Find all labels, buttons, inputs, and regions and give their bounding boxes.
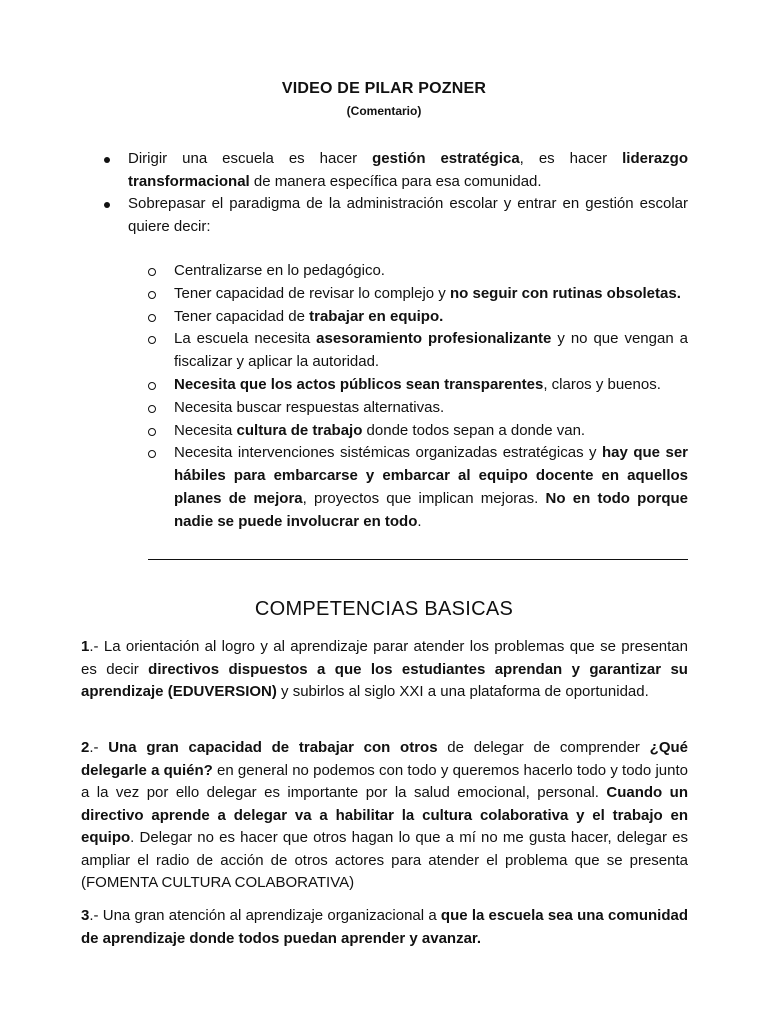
bold-text-run: trabajar en equipo. xyxy=(309,307,444,325)
sub-list-item xyxy=(148,420,688,443)
bold-text-run: No en todo porque nadie se puede involucrar en todo xyxy=(174,489,688,530)
bold-text-run: 2 xyxy=(81,739,90,756)
bullet-text xyxy=(128,195,688,235)
document-subtitle xyxy=(0,104,768,118)
sub-list-item xyxy=(148,442,688,533)
bullet-text xyxy=(128,150,688,190)
bullet-item xyxy=(100,148,688,193)
bullet-dot-icon xyxy=(104,157,110,163)
circle-bullet-icon xyxy=(148,314,156,322)
sub-list-item xyxy=(148,306,688,329)
text-run: donde todos sepan a donde van. xyxy=(362,421,586,439)
sub-item-text xyxy=(174,330,688,370)
bold-text-run: Cuando un directivo aprende a delegar va a habilitar la cultura colaborativa y el trabajo en equipo xyxy=(81,784,688,846)
circle-bullet-icon xyxy=(148,268,156,276)
text-run: Centralizarse en lo pedagógico. xyxy=(174,262,385,279)
text-run: , claros y buenos. xyxy=(543,375,661,393)
text-run: , proyectos que implican mejoras. xyxy=(302,489,546,507)
sub-list-item xyxy=(148,397,688,420)
subtitle-text: (Comentario) xyxy=(346,104,422,118)
circle-bullet-icon xyxy=(148,382,156,390)
sub-item-text xyxy=(174,376,661,393)
bold-text-run: hay que ser hábiles para embarcarse y embarcar al equipo docente en aquellos planes de mejora xyxy=(174,444,688,507)
text-run: y no que vengan a fiscalizar y aplicar la autoridad. xyxy=(174,330,688,371)
circle-bullet-icon xyxy=(148,405,156,413)
text-run: . xyxy=(417,512,422,530)
document-title: VIDEO DE PILAR POZNER xyxy=(281,80,487,97)
section-heading: COMPETENCIAS BASICAS xyxy=(254,598,514,620)
text-run: Sobrepasar el paradigma de la administración escolar y entrar en gestión escolar quiere decir: xyxy=(128,195,688,235)
competency-paragraph-3 xyxy=(81,905,688,950)
bold-text-run: que la escuela sea una comunidad de aprendizaje donde todos puedan aprender y avanzar. xyxy=(81,907,688,947)
sub-item-text xyxy=(174,399,444,416)
bullet-item xyxy=(100,193,688,238)
text-run: La escuela necesita xyxy=(174,330,317,348)
text-run: Necesita xyxy=(174,421,237,439)
bold-text-run: directivos dispuestos a que los estudiantes aprendan y garantizar su aprendizaje (EDUVERSION) xyxy=(81,660,688,700)
sub-item-text xyxy=(174,285,681,302)
bold-text-run: liderazgo transformacional xyxy=(128,150,688,190)
sub-item-text xyxy=(174,422,585,439)
text-run: y subirlos al siglo XXI a una plataforma de oportunidad. xyxy=(276,683,649,700)
text-run: Tener capacidad de xyxy=(174,307,310,325)
bold-text-run: 3 xyxy=(81,907,90,924)
circle-bullet-icon xyxy=(148,291,156,299)
text-run: .- Una gran atención al aprendizaje organizacional a xyxy=(89,907,441,924)
bold-text-run: asesoramiento profesionalizante xyxy=(316,330,552,348)
sub-list-item xyxy=(148,328,688,374)
sub-list-item xyxy=(148,374,688,397)
text-run: Dirigir una escuela es hacer xyxy=(128,150,373,167)
circle-bullet-icon xyxy=(148,428,156,436)
text-run: , es hacer xyxy=(519,150,623,167)
competency-paragraph-2 xyxy=(81,737,688,895)
bold-text-run: gestión estratégica xyxy=(372,150,520,167)
bold-text-run: cultura de trabajo xyxy=(236,421,363,439)
bold-text-run: 1 xyxy=(81,638,90,655)
bold-text-run: Una gran capacidad de trabajar con otros xyxy=(108,739,438,756)
text-run: . Delegar no es hacer que otros hagan lo que a mí no me gusta hacer, delegar es ampliar el radio de acción de otros actores para atender el problema que se presenta (FOMENTA CULTURA COLABORATIVA) xyxy=(81,829,688,891)
sub-list-item xyxy=(148,260,688,283)
bullet-dot-icon xyxy=(104,202,110,208)
bold-text-run: no seguir con rutinas obsoletas. xyxy=(449,284,681,302)
sub-item-list xyxy=(148,260,688,534)
main-bullet-list xyxy=(100,148,688,238)
text-run: Necesita buscar respuestas alternativas. xyxy=(174,398,445,416)
sub-item-text xyxy=(174,308,443,325)
text-run: de manera específica para esa comunidad. xyxy=(249,172,542,190)
circle-bullet-icon xyxy=(148,450,156,458)
competency-paragraph-1 xyxy=(81,636,688,704)
circle-bullet-icon xyxy=(148,336,156,344)
sub-item-text xyxy=(174,444,688,529)
text-run: Tener capacidad de revisar lo complejo y xyxy=(174,284,450,302)
text-run: Necesita intervenciones sistémicas organizadas estratégicas y xyxy=(174,444,603,462)
text-run: .- xyxy=(89,739,109,756)
sub-list-item xyxy=(148,283,688,306)
section-divider xyxy=(148,559,688,560)
bold-text-run: Necesita que los actos públicos sean transparentes xyxy=(174,375,544,393)
sub-item-text xyxy=(174,262,385,279)
text-run: .- La orientación al logro y al aprendizaje parar atender los problemas que se presentan es decir xyxy=(81,638,688,678)
text-run: en general no podemos con todo y queremos hacerlo todo y todo junto a la vez por ello delegar es importante por la salud emocional, personal. xyxy=(81,761,688,801)
text-run: de delegar de comprender xyxy=(437,739,650,756)
bold-text-run: ¿Qué delegarle a quién? xyxy=(81,739,688,779)
